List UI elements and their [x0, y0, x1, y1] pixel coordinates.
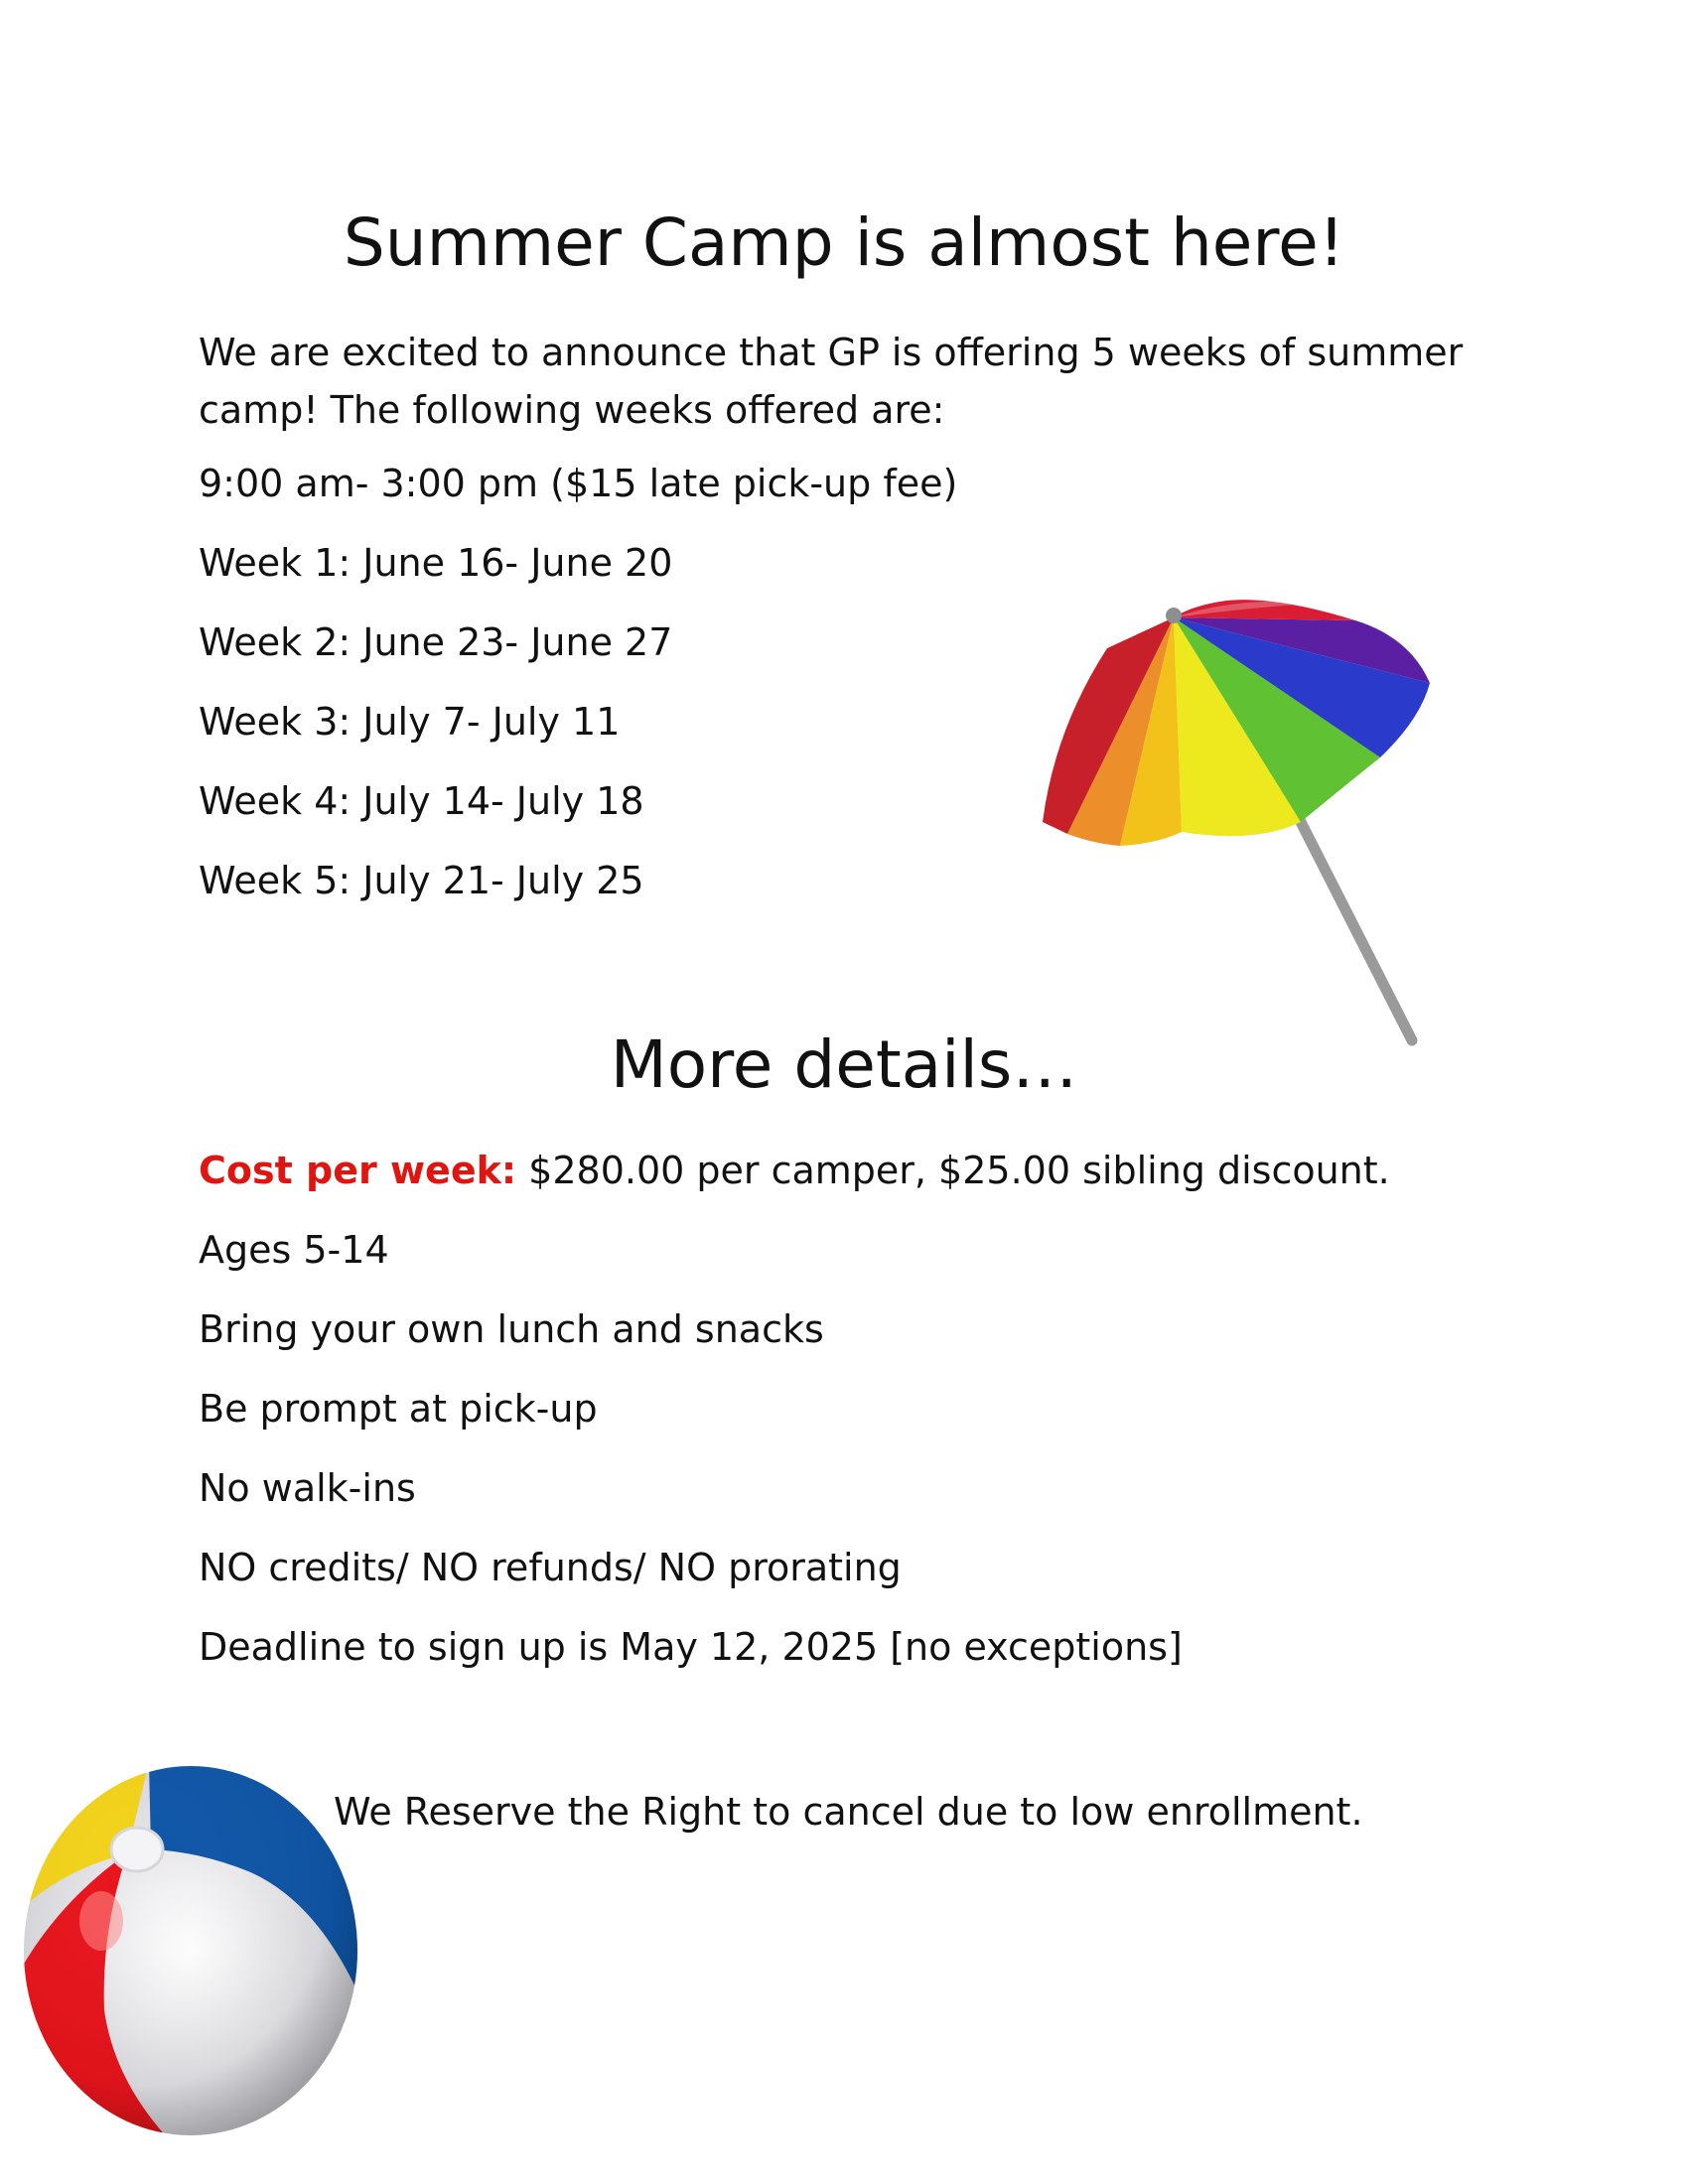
week-5: Week 5: July 21- July 25: [199, 859, 644, 902]
beach-umbrella-icon: [1013, 556, 1460, 1052]
disclaimer: We Reserve the Right to cancel due to low enrollment.: [334, 1790, 1363, 1834]
page-title: Summer Camp is almost here!: [343, 205, 1345, 281]
intro-paragraph: We are excited to announce that GP is offering 5 weeks of summer camp! The following weeks offered are:: [199, 331, 1464, 432]
cost-label: Cost per week:: [199, 1149, 517, 1192]
cost-line: [199, 1149, 1390, 1194]
camp-hours: 9:00 am- 3:00 pm ($15 late pick-up fee): [199, 462, 958, 505]
detail-no-refunds: NO credits/ NO refunds/ NO prorating: [199, 1546, 902, 1589]
week-4: Week 4: July 14- July 18: [199, 779, 644, 823]
detail-lunch: Bring your own lunch and snacks: [199, 1307, 824, 1351]
detail-walk-ins: No walk-ins: [199, 1466, 416, 1510]
cost-text: $280.00 per camper, $25.00 sibling discount.: [516, 1149, 1390, 1192]
week-3: Week 3: July 7- July 11: [199, 700, 621, 744]
detail-deadline: Deadline to sign up is May 12, 2025 [no exceptions]: [199, 1625, 1183, 1669]
week-1: Week 1: June 16- June 20: [199, 541, 673, 585]
beach-ball-icon: [20, 1762, 361, 2139]
week-2: Week 2: June 23- June 27: [199, 620, 673, 664]
detail-ages: Ages 5-14: [199, 1228, 389, 1272]
detail-pickup: Be prompt at pick-up: [199, 1387, 598, 1431]
details-heading: More details…: [610, 1026, 1078, 1103]
